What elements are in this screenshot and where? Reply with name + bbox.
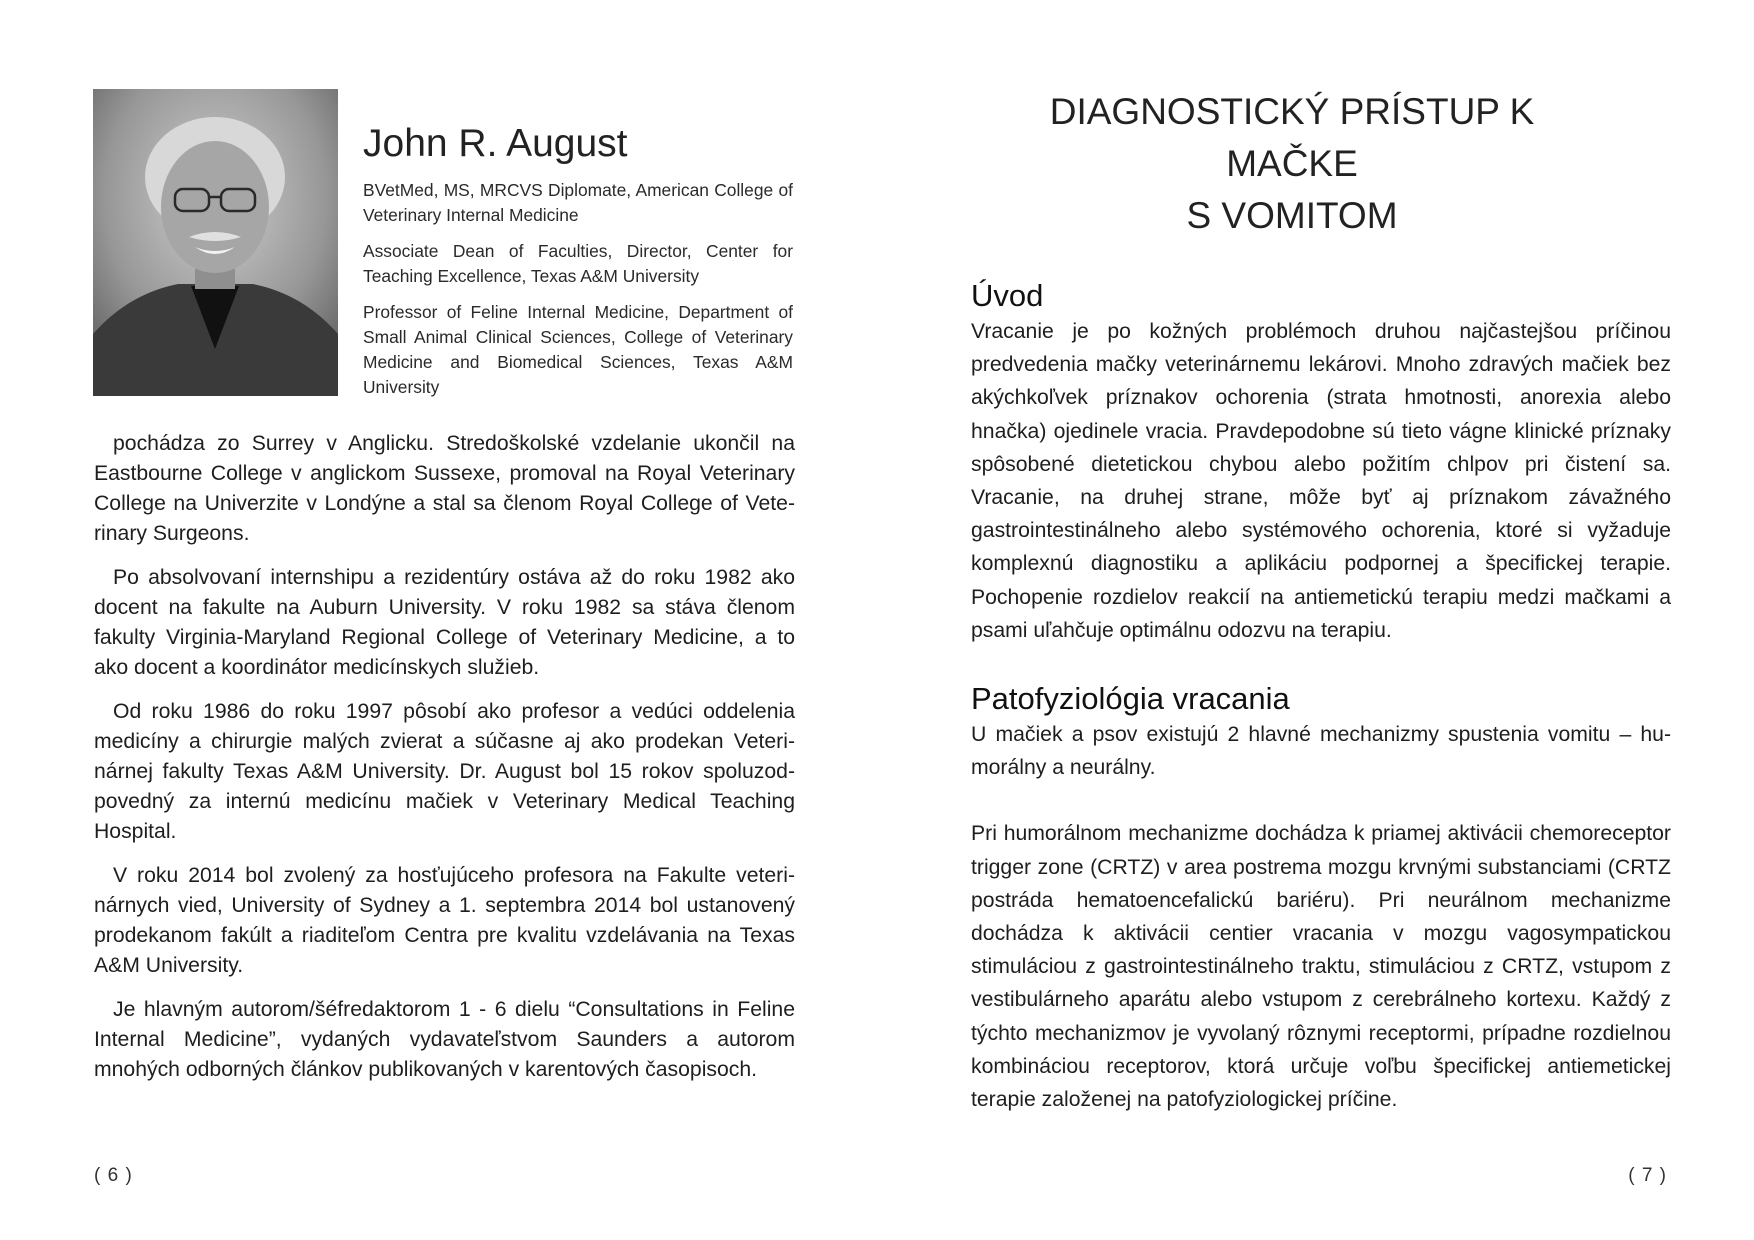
- credential-line: Associate Dean of Faculties, Director, Center for Teaching Excellence, Texas A&M University: [363, 241, 793, 286]
- author-name: John R. August: [363, 122, 628, 165]
- page-number-left: ( 6 ): [94, 1165, 133, 1186]
- bio-paragraph: pochádza zo Surrey v Anglicku. Stredoškolské vzdelanie ukončil na Eastbourne College v anglickom Sussexe, promoval na Royal Veterinary College na Univerzite v Londýne a stal sa členom Royal College of Veterinary Surgeons.: [94, 432, 795, 545]
- page-number-right: ( 7 ): [1628, 1165, 1667, 1186]
- credential-line: BVetMed, MS, MRCVS Diplomate, American College of Veterinary Internal Medicine: [363, 180, 793, 225]
- section-uvod: [971, 277, 1671, 647]
- bio-paragraph: Je hlavným autorom/šéfredaktorom 1 - 6 dielu “Consultations in Feline Internal Medicine”, vydaných vydavateľstvom Saunders a autorom mnohých odborných článkov publikovaných v karentových časopisoch.: [94, 998, 795, 1081]
- article-title-line: S VOMITOM: [1186, 195, 1398, 236]
- credential-line: Professor of Feline Internal Medicine, Department of Small Animal Clinical Sciences, College of Veterinary Medicine and Biomedical Sciences, Texas A&M University: [363, 302, 793, 397]
- section-patofyziologia: [971, 680, 1671, 1116]
- bio-paragraph: Od roku 1986 do roku 1997 pôsobí ako profesor a vedúci oddelenia medicíny a chirurgie malých zvierat a súčasne aj ako prodekan Veterinárnej fakulty Texas A&M University. Dr. August bol 15 rokov spoluzodpovedný za internú medicínu mačiek v Veterinary Medical Teaching Hospital.: [94, 700, 795, 843]
- author-biography: [94, 429, 795, 1099]
- section-heading: Patofyziológia vracania: [971, 681, 1290, 716]
- body-paragraph: Vracanie je po kožných problémoch druhou najčastejšou príčinou predvedenia mačky veterinárnemu lekárovi. Mnoho zdravých mačiek bez akýchkoľvek príznakov ochorenia (strata hmotnosti, anorexia alebo hnačka) ojedinele vracia. Pravdepodobne sú tieto vágne klinické príznaky spôsobené dietetickou chybou alebo požitím chlpov pri čistení sa. Vracanie, na druhej strane, môže byť aj príznakom závažného gastrointestinálneho alebo systémového ochorenia, ktoré si vyžaduje komplexnú diagnostiku a aplikáciu podpornej a špecifickej terapie. Pochopenie rozdielov reakcií na antiemetickú terapiu medzi mačkami a psami uľahčuje optimálnu odozvu na terapiu.: [971, 320, 1671, 642]
- article-title: [1007, 86, 1577, 242]
- body-paragraph: U mačiek a psov existujú 2 hlavné mechanizmy spustenia vomitu – humorálny a neurálny.: [971, 723, 1671, 780]
- article-title-line: DIAGNOSTICKÝ PRÍSTUP K MAČKE: [1049, 91, 1535, 184]
- author-credentials: [363, 178, 793, 411]
- bio-paragraph: V roku 2014 bol zvolený za hosťujúceho profesora na Fakulte veterinárnych vied, University of Sydney a 1. septembra 2014 bol ustanovený prodekanom fakúlt a riaditeľom Centra pre kvalitu vzdelávania na Texas A&M University.: [94, 864, 795, 977]
- section-heading: Úvod: [971, 278, 1044, 313]
- body-paragraph: Pri humorálnom mechanizme dochádza k priamej aktivácii chemoreceptor trigger zone (CRTZ) v area postrema mozgu krvnými substanciami (CRTZ postráda hematoencefalickú bariéru). Pri neurálnom mechanizme dochádza k aktivácii centier vracania v mozgu vagosympatickou stimuláciou z gastrointestinálneho traktu, stimuláciou z CRTZ, vstupom z vestibulárneho aparátu alebo vstupom z cerebrálneho kortexu. Každý z týchto mechanizmov je vyvolaný rôznymi receptormi, prípadne rozdielnou kombináciou receptorov, ktorá určuje voľbu špecifickej antiemetickej terapie založenej na patofyziologickej príčine.: [971, 822, 1671, 1112]
- author-portrait-illustration: [93, 89, 338, 396]
- author-portrait: [93, 89, 338, 396]
- right-page: [877, 0, 1754, 1240]
- bio-paragraph: Po absolvovaní internshipu a rezidentúry ostáva až do roku 1982 ako docent na fakulte na Auburn University. V roku 1982 sa stáva členom fakulty Virginia-Maryland Regional College of Veterinary Medicine, a to ako docent a koordinátor medicínskych služieb.: [94, 566, 795, 679]
